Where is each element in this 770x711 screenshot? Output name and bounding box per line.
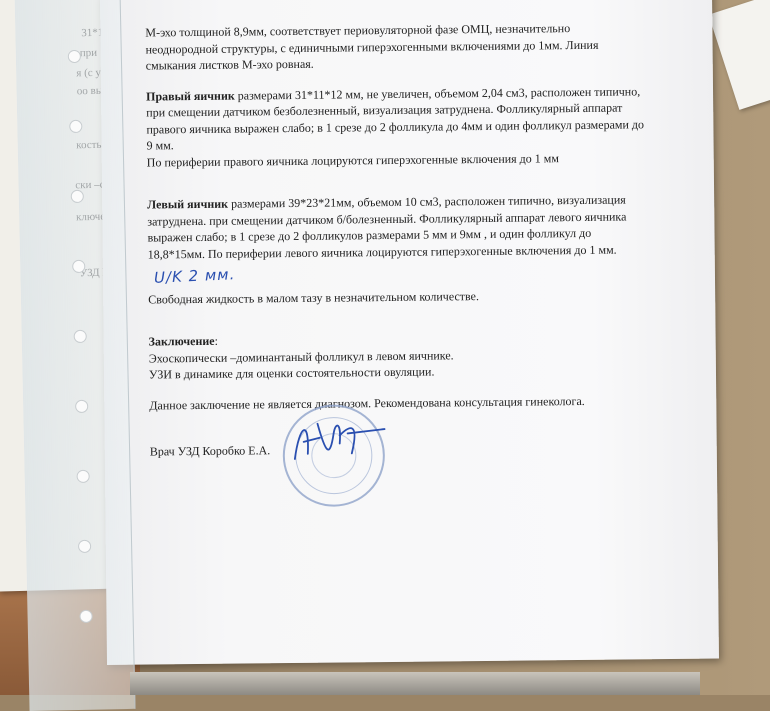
conclusion-line-1: Эхоскопически –доминантаный фолликул в левом яичнике. xyxy=(148,347,454,366)
left-ovary-text: размерами 39*23*21мм, объемом 10 см3, расположен типично, визуализация затруднена. при смещении датчиком б/болезненный. Фолликулярный аппарат левого яичника выражен слабо; в 1 срезе до 2 фолликулов размерами 5 мм и 9мм , и один фолликул до 18,8*15мм. По периферии левого яичника лоцируются гиперэхогенные включения до 1 мм. xyxy=(147,192,627,262)
doctor-name: Врач УЗД Коробко Е.А. xyxy=(149,443,271,459)
conclusion-label: Заключение xyxy=(148,333,215,349)
report-body xyxy=(145,19,650,460)
right-ovary-text: размерами 31*11*12 мм, не увеличен, объемом 2,04 см3, расположен типично, при смещении датчиком безболезненный, визуализация затруднена. Фолликулярный аппарат правого яичника выражен слабо; в 1 срезе до 2 фолликула до 4мм и один фолликул размерами до 9 мм. xyxy=(146,83,645,153)
bottom-strip xyxy=(130,672,700,695)
right-ovary-paragraph xyxy=(146,83,647,154)
punch-hole xyxy=(71,190,84,203)
signature-row xyxy=(150,438,650,460)
punch-hole xyxy=(79,610,92,623)
report-page xyxy=(100,0,719,665)
left-ovary-label: Левый яичник xyxy=(147,196,229,212)
free-fluid-line: Свободная жидкость в малом тазу в незначительном количестве. xyxy=(148,288,479,307)
punch-hole xyxy=(78,540,91,553)
right-ovary-periphery: По периферии правого яичника лоцируются гиперэхогенные включения до 1 мм xyxy=(146,150,560,170)
punch-hole xyxy=(75,400,88,413)
punch-hole xyxy=(72,260,85,273)
left-ovary-paragraph xyxy=(147,191,648,262)
punch-hole xyxy=(68,50,81,63)
punch-hole xyxy=(77,470,90,483)
handwritten-note: U/K 2 мм. xyxy=(153,265,236,287)
disclaimer: Данное заключение не является диагнозом. Рекомендована консультация гинеколога. xyxy=(149,393,585,413)
m-echo-paragraph: М-эхо толщиной 8,9мм, соответствует периовуляторной фазе ОМЦ, незначительно неоднородной структуры, с единичными гиперэхогенными включениями до 1мм. Линия смыкания листков М-эхо ровная. xyxy=(145,21,599,73)
right-ovary-label: Правый яичник xyxy=(145,88,235,104)
plastic-sleeve xyxy=(14,0,135,711)
signature xyxy=(289,413,400,474)
conclusion-line-2: УЗИ в динамике для оценки состоятельности овуляции. xyxy=(148,364,435,382)
conclusion-colon: : xyxy=(214,333,218,348)
punch-hole xyxy=(69,120,82,133)
punch-hole xyxy=(74,330,87,343)
